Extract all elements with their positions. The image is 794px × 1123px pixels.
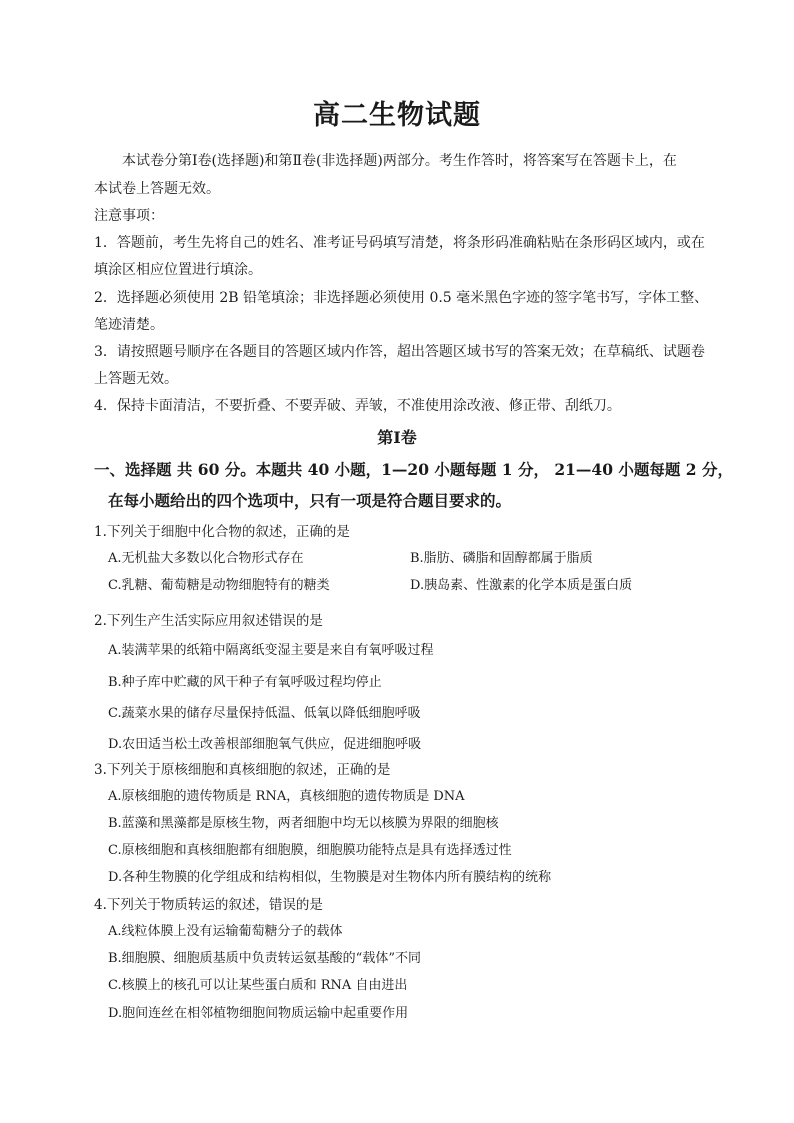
- note-4: 4．保持卡面清洁，不要折叠、不要弄破、弄皱，不准使用涂改液、修正带、刮纸刀。: [94, 398, 621, 414]
- question-1-option-b: B.脂肪、磷脂和固醇都属于脂质: [410, 551, 593, 566]
- note-3-line-1: 3．请按照题号顺序在各题目的答题区域内作答，超出答题区域书写的答案无效；在草稿纸、试题卷: [94, 344, 705, 360]
- note-1-line-1: 1．答题前，考生先将自己的姓名、准考证号码填写清楚，将条形码准确粘贴在条形码区域内，或在: [94, 235, 705, 251]
- question-1-option-d: D.胰岛素、性激素的化学本质是蛋白质: [410, 578, 633, 593]
- instructions-line-1: 一、选择题 共 60 分。本题共 40 小题，1—20 小题每题 1 分， 21—40 小题每题 2 分，: [94, 460, 733, 479]
- question-1-option-c: C.乳糖、葡萄糖是动物细胞特有的糖类: [108, 578, 330, 593]
- question-3-option-a: A.原核细胞的遗传物质是 RNA，真核细胞的遗传物质是 DNA: [108, 789, 465, 804]
- question-2-stem: 2.下列生产生活实际应用叙述错误的是: [94, 613, 323, 629]
- question-4-option-a: A.线粒体膜上没有运输葡萄糖分子的载体: [108, 924, 343, 939]
- question-2-option-a: A.装满苹果的纸箱中隔离纸变湿主要是来自有氧呼吸过程: [108, 643, 434, 658]
- note-2-line-1: 2．选择题必须使用 2B 铅笔填涂；非选择题必须使用 0.5 毫米黑色字迹的签字笔书写，字体工整、: [94, 290, 709, 306]
- question-4-option-c: C.核膜上的核孔可以让某些蛋白质和 RNA 自由进出: [108, 978, 408, 993]
- question-3-option-c: C.原核细胞和真核细胞都有细胞膜，细胞膜功能特点是具有选择透过性: [108, 843, 512, 858]
- page-title: 高二生物试题: [313, 100, 481, 131]
- note-2-line-2: 笔迹清楚。: [94, 317, 164, 333]
- section-title: 第Ⅰ卷: [377, 428, 417, 447]
- note-1-line-2: 填涂区相应位置进行填涂。: [94, 262, 262, 278]
- question-4-stem: 4.下列关于物质转运的叙述，错误的是: [94, 897, 323, 913]
- question-1-option-a: A.无机盐大多数以化合物形式存在: [108, 551, 304, 566]
- question-1-stem: 1.下列关于细胞中化合物的叙述，正确的是: [94, 524, 350, 540]
- question-3-option-b: B.蓝藻和黑藻都是原核生物，两者细胞中均无以核膜为界限的细胞核: [108, 816, 499, 831]
- question-3-stem: 3.下列关于原核细胞和真核细胞的叙述，正确的是: [94, 762, 391, 778]
- question-4-option-d: D.胞间连丝在相邻植物细胞间物质运输中起重要作用: [108, 1006, 409, 1021]
- notes-heading: 注意事项：: [94, 208, 164, 224]
- question-2-option-c: C.蔬菜水果的储存尽量保持低温、低氧以降低细胞呼吸: [108, 706, 421, 721]
- question-2-option-d: D.农田适当松土改善根部细胞氧气供应，促进细胞呼吸: [108, 737, 422, 752]
- intro-line-2: 本试卷上答题无效。: [94, 181, 220, 197]
- instructions-line-2: 在每小题给出的四个选项中，只有一项是符合题目要求的。: [108, 491, 512, 510]
- note-3-line-2: 上答题无效。: [94, 371, 178, 387]
- question-3-option-d: D.各种生物膜的化学组成和结构相似，生物膜是对生物体内所有膜结构的统称: [108, 870, 552, 885]
- question-4-option-b: B.细胞膜、细胞质基质中负责转运氨基酸的“载体”不同: [108, 951, 421, 966]
- intro-line-1: 本试卷分第Ⅰ卷(选择题)和第Ⅱ卷(非选择题)两部分。考生作答时，将答案写在答题卡上，在: [122, 153, 677, 169]
- question-2-option-b: B.种子库中贮藏的风干种子有氧呼吸过程均停止: [108, 675, 382, 690]
